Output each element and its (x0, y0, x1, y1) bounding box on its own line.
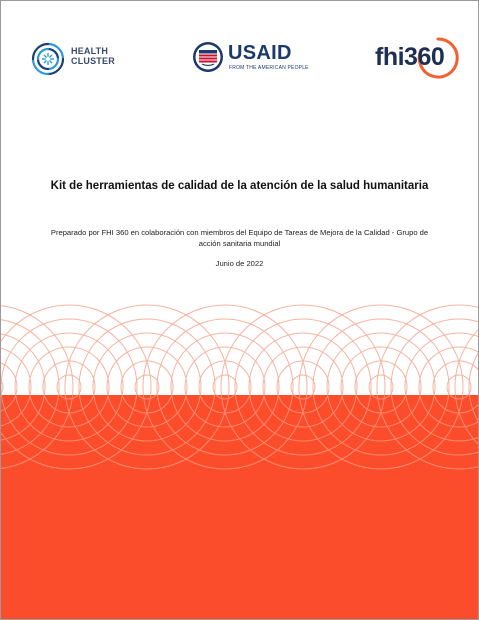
pattern-ring (1, 305, 73, 469)
pattern-ring (299, 305, 463, 469)
health-cluster-swirl-icon (29, 41, 67, 77)
health-cluster-line2: CLUSTER (71, 56, 115, 66)
pattern-ring (221, 305, 385, 469)
health-cluster-line1: HEALTH (71, 46, 109, 56)
prepared-by-text: Preparado por FHI 360 en colaboración con miembros del Equipo de Tareas de Mejora de la Calidad - Grupo de acción sanitaria mundial (50, 228, 429, 248)
health-cluster-logo (29, 41, 129, 77)
health-cluster-wordmark (71, 46, 115, 66)
fhi360-wordmark: fhi360 (375, 43, 445, 71)
pattern-ring (143, 305, 307, 469)
pattern-ring (455, 305, 478, 469)
pattern-ring (1, 305, 151, 469)
pattern-ring (299, 305, 463, 469)
pattern-ring (235, 319, 371, 455)
pattern-ring (1, 347, 31, 427)
pattern-ring (1, 333, 45, 441)
fhi360-logo (373, 37, 463, 79)
usaid-wordmark: USAID (228, 42, 292, 64)
pattern-ring (65, 305, 229, 469)
pattern-ring (405, 333, 478, 441)
pattern-ring (157, 319, 293, 455)
pattern-ring (1, 319, 137, 455)
usaid-tagline: FROM THE AMERICAN PEOPLE (229, 65, 309, 71)
document-title: Kit de herramientas de calidad de la atención de la salud humanitaria (50, 180, 429, 192)
pattern-ring (1, 319, 59, 455)
logo-bar (1, 1, 478, 111)
pattern-ring (1, 333, 45, 441)
pattern-ring (235, 319, 371, 455)
pattern-ring (405, 333, 478, 441)
pattern-ring (1, 319, 137, 455)
concentric-circles-pattern (1, 301, 478, 619)
pattern-ring (313, 319, 449, 455)
pattern-ring (1, 319, 59, 455)
pattern-ring (313, 319, 449, 455)
pattern-ring (1, 347, 31, 427)
pattern-ring (157, 319, 293, 455)
pattern-ring (221, 305, 385, 469)
usaid-seal-icon (192, 41, 224, 73)
pattern-ring (79, 319, 215, 455)
publication-date: Junio de 2022 (215, 259, 264, 268)
pattern-ring (455, 305, 478, 469)
pattern-ring (1, 305, 73, 469)
pattern-ring (1, 305, 151, 469)
pattern-ring (65, 305, 229, 469)
pattern-ring (79, 319, 215, 455)
usaid-logo (192, 39, 309, 79)
pattern-ring (143, 305, 307, 469)
